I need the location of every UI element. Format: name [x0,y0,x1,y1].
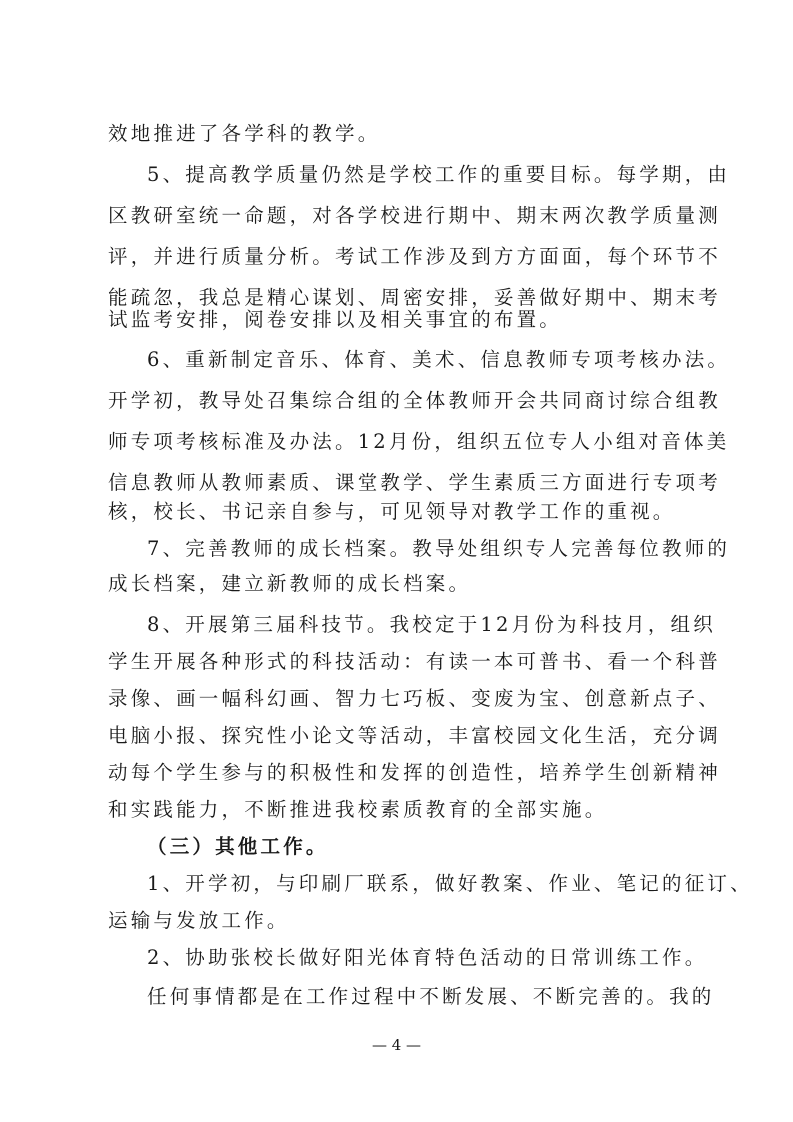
page-number: — 4 — [371,1036,422,1054]
text-line-22: 运输与发放工作。 [108,909,290,932]
text-line-2: 5、提高教学质量仍然是学校工作的重要目标。每学期，由 [147,163,731,186]
text-line-9: 师专项考核标准及办法。12月份，组织五位专人小组对音体美 [108,430,730,453]
text-line-4: 评，并进行质量分析。考试工作涉及到方方面面，每个环节不 [108,245,721,268]
text-line-21: 1、开学初，与印刷厂联系，做好教案、作业、笔记的征订、 [147,872,753,895]
text-line-12: 7、完善教师的成长档案。教导处组织专人完善每位教师的 [147,537,731,560]
text-line-1: 效地推进了各学科的教学。 [108,122,381,145]
text-line-19: 和实践能力，不断推进我校素质教育的全部实施。 [108,798,608,821]
text-line-17: 电脑小报、探究性小论文等活动，丰富校园文化生活，充分调 [108,724,721,747]
text-line-23: 2、协助张校长做好阳光体育特色活动的日常训练工作。 [147,946,708,969]
text-line-15: 学生开展各种形式的科技活动：有读一本可普书、看一个科普 [108,650,721,673]
text-line-16: 录像、画一幅科幻画、智力七巧板、变废为宝、创意新点子、 [108,687,721,710]
text-line-6: 试监考安排，阅卷安排以及相关事宜的布置。 [108,308,563,331]
text-line-13: 成长档案，建立新教师的成长档案。 [108,572,472,595]
section-heading: （三）其他工作。 [147,835,329,858]
text-line-24: 任何事情都是在工作过程中不断发展、不断完善的。我的 [147,985,715,1008]
text-line-3: 区教研室统一命题，对各学校进行期中、期末两次教学质量测 [108,204,721,227]
text-line-14: 8、开展第三届科技节。我校定于12月份为科技月，组织 [147,613,716,636]
text-line-5: 能疏忽，我总是精心谋划、周密安排，妥善做好期中、期末考 [108,286,721,309]
text-line-11: 核，校长、书记亲自参与，可见领导对教学工作的重视。 [108,500,676,523]
text-line-8: 开学初，教导处召集综合组的全体教师开会共同商讨综合组教 [108,389,721,412]
text-line-18: 动每个学生参与的积极性和发挥的创造性，培养学生创新精神 [108,761,721,784]
text-line-10: 信息教师从教师素质、课堂教学、学生素质三方面进行专项考 [108,471,721,494]
text-line-7: 6、重新制定音乐、体育、美术、信息教师专项考核办法。 [147,348,731,371]
